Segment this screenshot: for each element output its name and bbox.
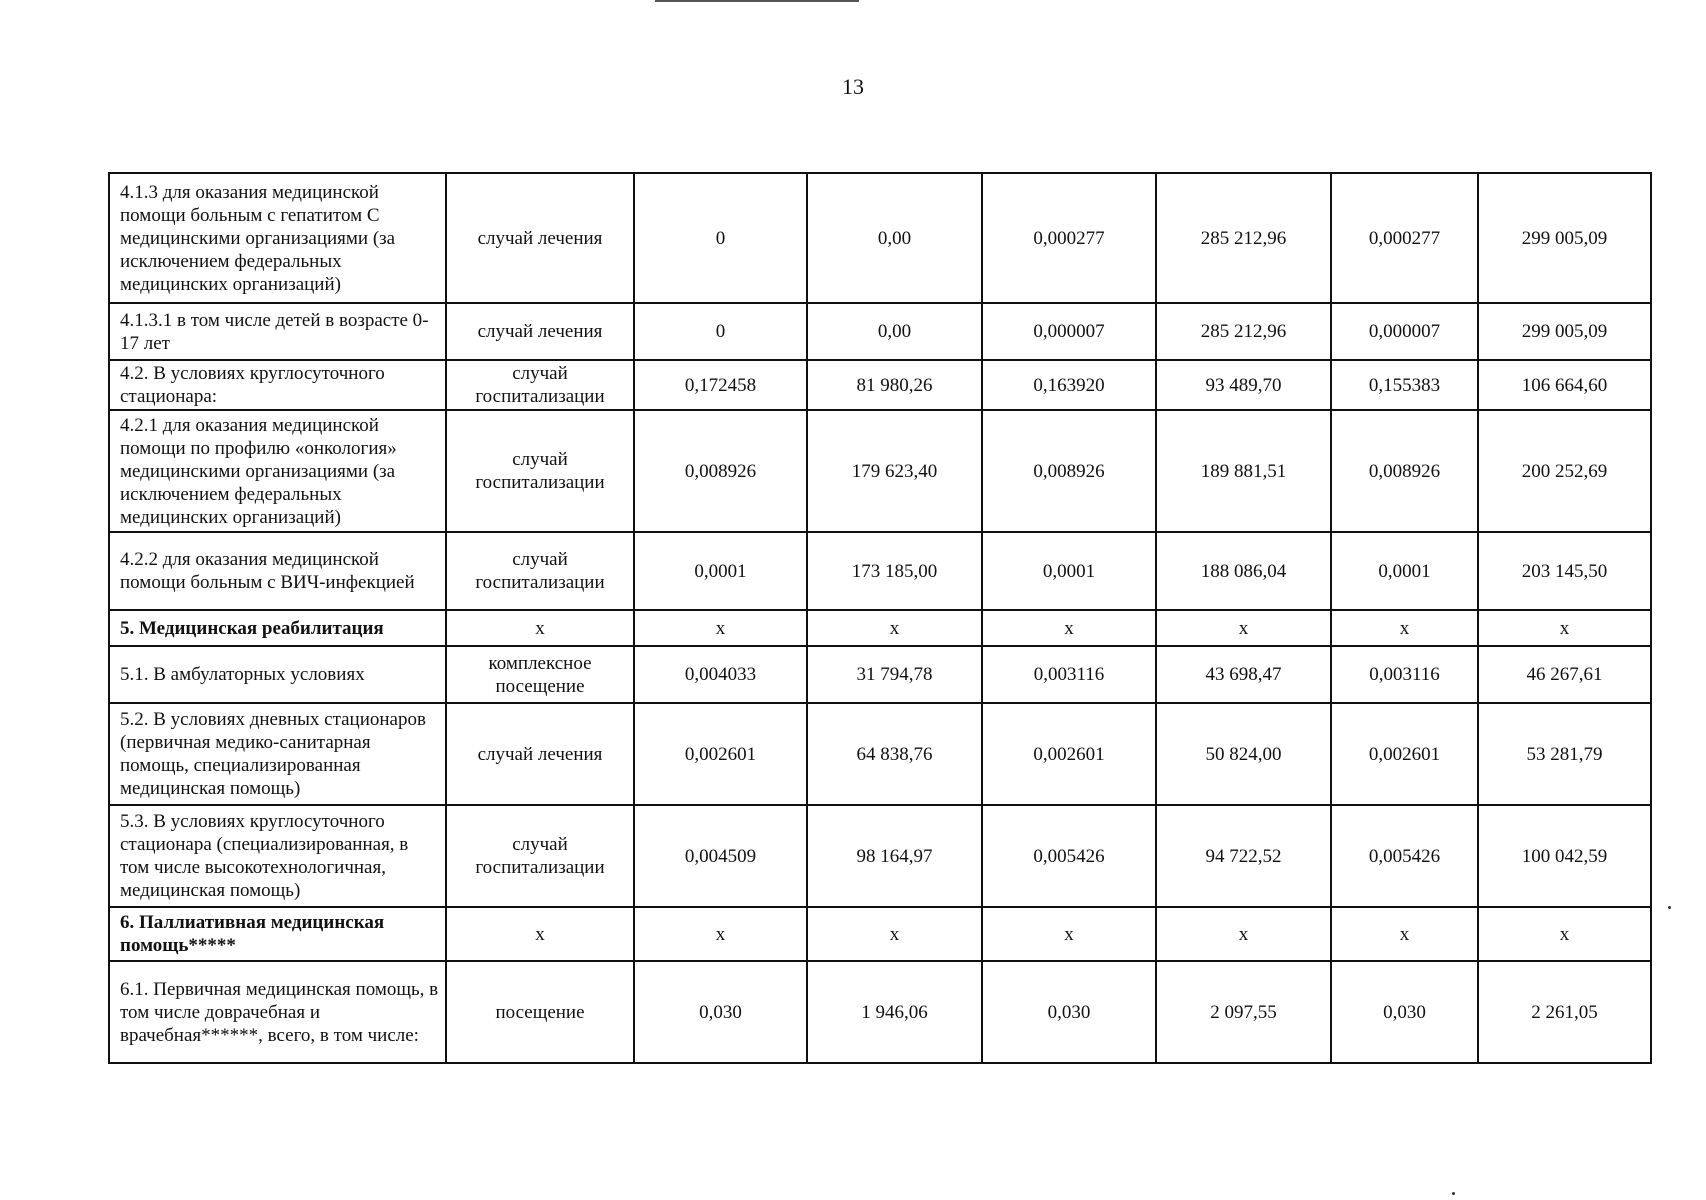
value-cell: 64 838,76 xyxy=(807,703,982,805)
value-cell: 53 281,79 xyxy=(1478,703,1651,805)
value-cell: 0,003116 xyxy=(1331,646,1478,703)
value-cell: 100 042,59 xyxy=(1478,805,1651,907)
value-cell: 2 097,55 xyxy=(1156,961,1331,1063)
value-cell: 94 722,52 xyxy=(1156,805,1331,907)
value-cell: 0,008926 xyxy=(982,410,1156,532)
value-cell: 1 946,06 xyxy=(807,961,982,1063)
value-cell: 299 005,09 xyxy=(1478,303,1651,360)
value-cell: 0,005426 xyxy=(1331,805,1478,907)
value-cell: x xyxy=(634,907,807,961)
value-cell: 0,172458 xyxy=(634,360,807,410)
value-cell: 0 xyxy=(634,173,807,303)
value-cell: x xyxy=(1478,907,1651,961)
value-cell: 43 698,47 xyxy=(1156,646,1331,703)
section-heading: 6. Паллиативная медицинская помощь***** xyxy=(109,907,446,961)
value-cell: 0,000277 xyxy=(982,173,1156,303)
table-row xyxy=(109,303,1651,360)
table-row xyxy=(109,805,1651,907)
value-cell: 106 664,60 xyxy=(1478,360,1651,410)
scan-speck xyxy=(1668,906,1671,909)
value-cell: x xyxy=(1156,907,1331,961)
value-cell: x xyxy=(1331,907,1478,961)
value-cell: 0,030 xyxy=(634,961,807,1063)
value-cell: 0 xyxy=(634,303,807,360)
row-label: 4.2.1 для оказания медицинской помощи по профилю «онкология» медицинскими организациями (за исключением федеральных медицинских организаций) xyxy=(109,410,446,532)
row-label: 4.2. В условиях круглосуточного стационара: xyxy=(109,360,446,410)
value-cell: 299 005,09 xyxy=(1478,173,1651,303)
table-row xyxy=(109,907,1651,961)
unit-cell: x xyxy=(446,907,634,961)
value-cell: 98 164,97 xyxy=(807,805,982,907)
unit-cell: случай госпитализации xyxy=(446,532,634,610)
value-cell: 0,0001 xyxy=(634,532,807,610)
value-cell: 0,0001 xyxy=(1331,532,1478,610)
value-cell: 0,004509 xyxy=(634,805,807,907)
value-cell: 0,002601 xyxy=(982,703,1156,805)
unit-cell: x xyxy=(446,610,634,646)
value-cell: 200 252,69 xyxy=(1478,410,1651,532)
value-cell: 0,163920 xyxy=(982,360,1156,410)
table-row xyxy=(109,360,1651,410)
unit-cell: случай лечения xyxy=(446,703,634,805)
table-row xyxy=(109,173,1651,303)
value-cell: 0,008926 xyxy=(634,410,807,532)
table-row xyxy=(109,410,1651,532)
value-cell: 81 980,26 xyxy=(807,360,982,410)
value-cell: 93 489,70 xyxy=(1156,360,1331,410)
value-cell: 188 086,04 xyxy=(1156,532,1331,610)
unit-cell: случай госпитализации xyxy=(446,360,634,410)
scan-speck xyxy=(1452,1192,1455,1195)
value-cell: 0,002601 xyxy=(634,703,807,805)
table-row xyxy=(109,703,1651,805)
value-cell: 0,0001 xyxy=(982,532,1156,610)
value-cell: 189 881,51 xyxy=(1156,410,1331,532)
value-cell: 173 185,00 xyxy=(807,532,982,610)
unit-cell: случай лечения xyxy=(446,173,634,303)
section-heading: 5. Медицинская реабилитация xyxy=(109,610,446,646)
unit-cell: случай госпитализации xyxy=(446,805,634,907)
value-cell: 0,00 xyxy=(807,303,982,360)
value-cell: x xyxy=(1156,610,1331,646)
value-cell: x xyxy=(982,907,1156,961)
value-cell: 0,004033 xyxy=(634,646,807,703)
table-row xyxy=(109,610,1651,646)
value-cell: x xyxy=(1478,610,1651,646)
tariff-table xyxy=(108,172,1652,1064)
unit-cell: посещение xyxy=(446,961,634,1063)
value-cell: 203 145,50 xyxy=(1478,532,1651,610)
table-row xyxy=(109,532,1651,610)
value-cell: x xyxy=(807,610,982,646)
table-row xyxy=(109,961,1651,1063)
value-cell: 2 261,05 xyxy=(1478,961,1651,1063)
unit-cell: случай лечения xyxy=(446,303,634,360)
unit-cell: случай госпитализации xyxy=(446,410,634,532)
value-cell: 285 212,96 xyxy=(1156,303,1331,360)
value-cell: 0,008926 xyxy=(1331,410,1478,532)
value-cell: 0,002601 xyxy=(1331,703,1478,805)
value-cell: x xyxy=(634,610,807,646)
table-body xyxy=(109,173,1651,1063)
row-label: 6.1. Первичная медицинская помощь, в том числе доврачебная и врачебная******, всего, в том числе: xyxy=(109,961,446,1063)
row-label: 4.1.3 для оказания медицинской помощи больным с гепатитом С медицинскими организациями (за исключением федеральных медицинских организаций) xyxy=(109,173,446,303)
page-number: 13 xyxy=(842,74,864,99)
top-rule xyxy=(655,0,859,2)
value-cell: 46 267,61 xyxy=(1478,646,1651,703)
table-row xyxy=(109,646,1651,703)
value-cell: 0,030 xyxy=(1331,961,1478,1063)
row-label: 4.1.3.1 в том числе детей в возрасте 0-17 лет xyxy=(109,303,446,360)
value-cell: 0,000277 xyxy=(1331,173,1478,303)
value-cell: x xyxy=(1331,610,1478,646)
value-cell: 0,030 xyxy=(982,961,1156,1063)
row-label: 5.3. В условиях круглосуточного стационара (специализированная, в том числе высокотехнологичная, медицинская помощь) xyxy=(109,805,446,907)
value-cell: 50 824,00 xyxy=(1156,703,1331,805)
value-cell: x xyxy=(982,610,1156,646)
value-cell: 0,155383 xyxy=(1331,360,1478,410)
value-cell: 0,003116 xyxy=(982,646,1156,703)
value-cell: 285 212,96 xyxy=(1156,173,1331,303)
value-cell: 0,00 xyxy=(807,173,982,303)
row-label: 5.2. В условиях дневных стационаров (первичная медико-санитарная помощь, специализированная медицинская помощь) xyxy=(109,703,446,805)
value-cell: 0,005426 xyxy=(982,805,1156,907)
value-cell: 0,000007 xyxy=(1331,303,1478,360)
value-cell: 0,000007 xyxy=(982,303,1156,360)
row-label: 5.1. В амбулаторных условиях xyxy=(109,646,446,703)
row-label: 4.2.2 для оказания медицинской помощи больным с ВИЧ-инфекцией xyxy=(109,532,446,610)
unit-cell: комплексное посещение xyxy=(446,646,634,703)
value-cell: 31 794,78 xyxy=(807,646,982,703)
value-cell: x xyxy=(807,907,982,961)
value-cell: 179 623,40 xyxy=(807,410,982,532)
